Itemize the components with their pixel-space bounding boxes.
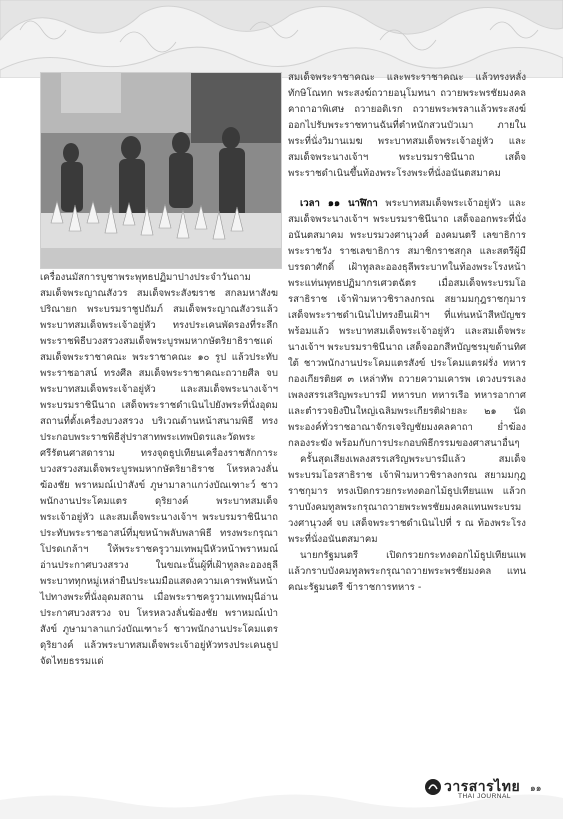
right-paragraph-2 bbox=[288, 196, 526, 452]
paragraph-spacer bbox=[288, 182, 526, 196]
logo-subtitle: THAI JOURNAL bbox=[458, 793, 511, 800]
right-paragraph-3 bbox=[288, 452, 526, 548]
logo-mark-icon bbox=[424, 778, 442, 796]
right-paragraph-4 bbox=[288, 548, 526, 596]
ceremony-photo bbox=[40, 72, 282, 269]
top-ornament-border bbox=[0, 0, 563, 78]
left-paragraph-1 bbox=[40, 270, 278, 670]
page-number: ๑๑ bbox=[530, 783, 542, 793]
right-column bbox=[288, 70, 526, 596]
paragraph-text: นายกรัฐมนตรี เปิดกรวยกระทงดอกไม้ธูปเทียนแพ แล้วกราบบังคมทูลพระกรุณาถวายพระพรชัยมงคล แทนคณะรัฐมนตรี ข้าราชการทหาร - bbox=[288, 550, 526, 593]
left-column bbox=[40, 270, 278, 670]
paragraph-text: สมเด็จพระราชาคณะ และพระราชาคณะ แล้วทรงหลั่งทักษิโณทก พระสงฆ์ถวายอนุโมทนา ถวายพระพรชัยมงคลคาถาอาพิเศษ ถวายอดิเรก ถวายพระพรลาแล้วพระสงฆ์ออกไปรับพระราชทานฉันที่ตำหนักสวนบัวเมา ภายในพระที่นั่งวิมานเมฆ พระบาทสมเด็จพระเจ้าอยู่หัว และสมเด็จพระนางเจ้าฯ พระบรมราชินีนาถ เสด็จพระราชดำเนินขึ้นท้องพระโรงพระที่นั่งอนันตสมาคม bbox=[288, 72, 526, 179]
paragraph-text: ครั้นสุดเสียงเพลงสรรเสริญพระบารมีแล้ว สมเด็จพระบรมโอรสาธิราช เจ้าฟ้ามหาวชิราลงกรณ สยามมกุฎราชกุมาร ทรงเปิดกรวยกระทงดอกไม้ธูปเทียนแพ แล้วกราบบังคมทูลพระกรุณาถวายพระพรชัยมงคลแทนพระบรมวงศานุวงศ์ จบ เสด็จพระราชดำเนินไปที่ ร ณ ท้องพระโรงพระที่นั่งอนันตสมาคม bbox=[288, 454, 526, 545]
right-paragraph-1 bbox=[288, 70, 526, 182]
paragraph-text: พระบาทสมเด็จพระเจ้าอยู่หัว และสมเด็จพระนางเจ้าฯ พระบรมราชินีนาถ เสด็จออกพระที่นั่งอนันตสมาคม พระบรมวงศานุวงศ์ องคมนตรี เลขาธิการพระราชวัง ราชเลขาธิการ สมาชิกราชสกุล และสตรีผู้มีบรรดาศักดิ์ เฝ้าทูลละอองธุลีพระบาทในท้องพระโรงหน้าพระแท่นพุทธปฏิมากรเศวตฉัตร เมื่อสมเด็จพระบรมโอรสาธิราช เจ้าฟ้ามหาวชิราลงกรณ สยามมกุฎราชกุมาร เสด็จพระราชดำเนินไปทรงยืนเฝ้าฯ ที่แท่นหน้าสีหบัญชร พร้อมแล้ว พระบาทสมเด็จพระเจ้าอยู่หัว และสมเด็จพระนางเจ้าฯ พระบรมราชินีนาถ เสด็จออกสีหบัญชรมุขด้านทิศใต้ ชาวพนักงานประโคมแตรสังข์ ประโคมแตรฝรั่ง ทหารกองเกียรติยศ ๓ เหล่าทัพ ถวายความเคารพ เดวงบรรเลงเพลงสรรเสริญพระบารมี ทหารบก ทหารเรือ ทหารอากาศ และตำรวจยิงปืนใหญ่เฉลิมพระเกียรติฝ่ายละ ๒๑ นัด พระองค์ทั่วราชอาณาจักรเจริญชัยมงคลคาถา ย่ำฆ้องกลองระฆัง พร้อมกับการประกอบพิธีกรรมของศาสนาอื่นๆ bbox=[288, 198, 526, 449]
paragraph-text: เครื่องนมัสการบูชาพระพุทธปฏิมาปางประจำวันถาม สมเด็จพระญาณสังวร สมเด็จพระสังฆราช สกลมหาสังฆปริณายก พระบรมราชูปถัมภ์ สมเด็จพระญาณสังวรแล้ว พระบาทสมเด็จพระเจ้าอยู่หัว ทรงประเคนพัดรองที่ระลึกพระราชพิธีบวงสรวงสมเด็จพระบูรพมหากษัตริยาธิราชแด่สมเด็จพระราชาคณะ พระราชาคณะ ๑๐ รูป แล้วประทับพระราชอาสน์ ทรงศีล สมเด็จพระราชาคณะถวายศีล จบ พระบาทสมเด็จพระเจ้าอยู่หัว และสมเด็จพระนางเจ้าฯ พระบรมราชินีนาถ เสด็จพระราชดำเนินไปยังพระที่นั่งอุดมสถานที่ตั้งเครื่องบวงสรวง บริเวณด้านหน้าสนามพิธี ทรงประกอบพระราชพิธีสู่ปราสาทพระเทพบิดรและวัดพระศรีรัตนศาสดาราม ทรงจุดธูปเทียนเครื่องราชสักการะบวงสรวงสมเด็จพระบูรพมหากษัตริยาธิราช โหรหลวงลั่นฆ้องชัย พราหมณ์เป่าสังข์ ภูษามาลาแกว่งบัณเฑาะว์ ชาวพนักงานประโคมแตร ดุริยางค์ พระบาทสมเด็จพระเจ้าอยู่หัว และสมเด็จพระนางเจ้าฯ พระบรมราชินีนาถ ประทับพระราชอาสน์ที่มุขหน้าพลับพลาพิธี ทรงพระกรุณาโปรดเกล้าฯ ให้พระราชครูวามเทพมุนีหัวหน้าพราหมณ์อ่านประกาศบวงสรวง ในขณะนั้นผู้ที่เฝ้าทูลละอองธุลีพระบาททุกหมู่เหล่ายืนประนมมือแสดงความเคารพหันหน้าไปทางพระที่นั่งอุดมสถาน เมื่อพระราชครูวามเทพมุนีอ่านประกาศบวงสรวง จบ โหรหลวงลั่นฆ้องชัย พราหมณ์เป่าสังข์ ภูษามาลาแกว่งบัณเฑาะว์ ชาวพนักงานประโคมแตร ดุริยางค์ แล้วพระบาทสมเด็จพระเจ้าอยู่หัวทรงประเคนธูปจัดไทยธรรมแด่ bbox=[40, 272, 278, 667]
paragraph-lead: เวลา ๑๑ นาฬิกา bbox=[300, 198, 378, 209]
logo-title: วารสารไทย bbox=[444, 779, 521, 795]
magazine-logo bbox=[424, 776, 544, 804]
